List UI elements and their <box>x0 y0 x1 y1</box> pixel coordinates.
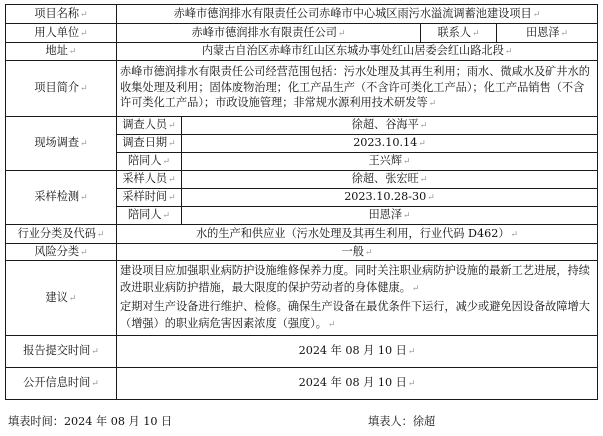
paragraph-mark-icon: ↵ <box>532 9 541 20</box>
survey-item-label-cell <box>117 153 182 171</box>
survey-item-value-cell <box>182 117 598 135</box>
intro-value-cell <box>117 61 598 117</box>
paragraph-mark-icon: ↵ <box>327 320 336 330</box>
contact-value: 田恩泽 <box>525 25 560 39</box>
row-risk <box>6 244 598 261</box>
paragraph-mark-icon: ↵ <box>403 157 411 167</box>
publish-time-label: 公开信息时间 <box>23 376 91 389</box>
sampling-item-value-cell <box>182 189 598 207</box>
contact-value-cell <box>497 24 598 43</box>
row-project-name <box>6 5 598 24</box>
survey-escort-value: 王兴辉 <box>368 154 403 167</box>
paragraph-mark-icon: ↵ <box>168 193 176 203</box>
industry-value: 水的生产和供应业（污水处理及其再生利用，行业代码 D462） <box>195 226 510 240</box>
survey-date-value: 2023.10.14 <box>353 136 418 149</box>
sampling-item-value-cell <box>182 171 598 189</box>
address-value: 内蒙古自治区赤峰市红山区东城办事处红山居委会红山路北段 <box>201 44 504 57</box>
employer-label: 用人单位 <box>34 25 80 39</box>
intro-label: 项目简介 <box>34 81 80 94</box>
row-survey-1 <box>6 117 598 135</box>
advice-text-2: 定期对生产设备进行维护、检修。确保生产设备在最优条件下运行，减少或避免因设备故障增大（增强）的职业病危害因素浓度（强度）。 <box>120 300 590 330</box>
sampling-escort-value: 田恩泽 <box>368 208 403 221</box>
survey-investigators-value: 徐超、谷海平 <box>351 118 419 131</box>
advice-paragraph-2 <box>120 298 594 334</box>
survey-date-label: 调查日期 <box>122 136 168 149</box>
industry-value-cell <box>117 225 598 244</box>
paragraph-mark-icon: ↵ <box>419 121 428 131</box>
sampling-label-cell <box>6 171 117 225</box>
paragraph-mark-icon: ↵ <box>407 379 416 389</box>
sampling-personnel-label: 采样人员 <box>122 172 168 185</box>
paragraph-mark-icon: ↵ <box>91 379 99 389</box>
report-time-value-cell <box>117 336 598 368</box>
row-industry <box>6 225 598 244</box>
paragraph-mark-icon: ↵ <box>418 139 426 149</box>
paragraph-mark-icon: ↵ <box>68 293 77 304</box>
paragraph-mark-icon: ↵ <box>80 247 88 258</box>
sampling-item-value-cell <box>182 207 598 225</box>
sampling-item-label-cell <box>117 189 182 207</box>
project-name-label-cell <box>6 5 117 24</box>
project-name-value-cell <box>117 5 598 24</box>
sampling-label: 采样检测 <box>34 190 80 203</box>
project-name-value: 赤峰市德润排水有限责任公司赤峰市中心城区雨污水溢流调蓄池建设项目 <box>173 6 532 20</box>
paragraph-mark-icon: ↵ <box>80 9 88 20</box>
publish-time-value-cell <box>117 368 598 400</box>
survey-item-label-cell <box>117 135 182 153</box>
advice-text-1: 建设项目应加强职业病防护设施维修保养力度。同时关注职业病防护设施的最新工艺进展，持续改进职业病防护措施，最大限度的保护劳动者的身体健康。 <box>120 264 590 294</box>
paragraph-mark-icon: ↵ <box>428 99 437 110</box>
report-time-value: 2024 年 08 月 10 日 <box>298 344 407 357</box>
survey-label-cell <box>6 117 117 171</box>
paragraph-mark-icon: ↵ <box>168 139 176 149</box>
paragraph-mark-icon: ↵ <box>510 229 519 240</box>
survey-item-value-cell <box>182 135 598 153</box>
paragraph-mark-icon: ↵ <box>419 175 428 185</box>
report-time-label-cell <box>6 336 117 368</box>
address-value-cell <box>117 43 598 61</box>
sampling-item-label-cell <box>117 207 182 225</box>
paragraph-mark-icon: ↵ <box>80 84 88 94</box>
address-label: 地址 <box>45 44 68 57</box>
survey-item-label-cell <box>117 117 182 135</box>
row-publish-time <box>6 368 598 400</box>
row-intro <box>6 61 598 117</box>
fill-time: 填表时间：2024 年 08 月 10 日 <box>8 415 173 428</box>
row-advice <box>6 261 598 336</box>
paragraph-mark-icon: ↵ <box>407 347 416 357</box>
paragraph-mark-icon: ↵ <box>560 28 569 39</box>
project-name-label: 项目名称 <box>34 6 80 20</box>
contact-label-cell <box>421 24 497 43</box>
form-table <box>5 4 598 400</box>
risk-label: 风险分类 <box>34 244 80 258</box>
publish-time-value: 2024 年 08 月 10 日 <box>298 376 407 389</box>
row-report-time <box>6 336 598 368</box>
employer-value-cell <box>117 24 421 43</box>
paragraph-mark-icon: ↵ <box>168 175 176 185</box>
industry-label-cell <box>6 225 117 244</box>
paragraph-mark-icon: ↵ <box>80 28 88 39</box>
advice-label-cell <box>6 261 117 336</box>
intro-value: 赤峰市德润排水有限责任公司经营范围包括：污水处理及其再生利用；雨水、微咸水及矿井水的收集处理及利用；固体废物治理；化工产品生产（不含许可类化工产品）；化工产品销售（不含许可类化工产品）；市政设施管理；非常规水源利用技术研发等 <box>120 65 590 110</box>
publish-time-label-cell <box>6 368 117 400</box>
form-footer <box>8 413 600 431</box>
paragraph-mark-icon: ↵ <box>96 229 105 240</box>
paragraph-mark-icon: ↵ <box>162 157 171 167</box>
employer-value: 赤峰市德润排水有限责任公司 <box>191 25 337 39</box>
contact-label: 联系人 <box>437 25 472 39</box>
paragraph-mark-icon: ↵ <box>91 347 99 357</box>
sampling-time-label: 采样时间 <box>122 190 168 203</box>
survey-label: 现场调查 <box>34 136 80 149</box>
intro-label-cell <box>6 61 117 117</box>
paragraph-mark-icon: ↵ <box>364 247 373 258</box>
industry-label: 行业分类及代码 <box>17 226 96 240</box>
advice-paragraph-1 <box>120 262 594 298</box>
paragraph-mark-icon: ↵ <box>411 284 420 294</box>
paragraph-mark-icon: ↵ <box>162 211 171 221</box>
filler: 填表人：徐超 <box>368 415 436 428</box>
sampling-escort-label: 陪同人 <box>127 208 162 221</box>
risk-value-cell <box>117 244 598 261</box>
paragraph-mark-icon: ↵ <box>80 139 88 149</box>
report-time-label: 报告提交时间 <box>23 344 91 357</box>
paragraph-mark-icon: ↵ <box>403 211 411 221</box>
row-sampling-1 <box>6 171 598 189</box>
paragraph-mark-icon: ↵ <box>68 47 77 57</box>
paragraph-mark-icon: ↵ <box>472 28 480 39</box>
advice-label: 建议 <box>45 290 68 304</box>
row-employer <box>6 24 598 43</box>
sampling-personnel-value: 徐超、张宏旺 <box>351 172 419 185</box>
paragraph-mark-icon: ↵ <box>427 193 435 203</box>
paragraph-mark-icon: ↵ <box>168 121 176 131</box>
paragraph-mark-icon: ↵ <box>337 28 346 39</box>
row-address <box>6 43 598 61</box>
disclosure-form <box>5 4 597 400</box>
address-label-cell <box>6 43 117 61</box>
sampling-time-value: 2023.10.28-30 <box>344 190 427 203</box>
paragraph-mark-icon: ↵ <box>504 47 513 57</box>
survey-investigators-label: 调查人员 <box>122 118 168 131</box>
advice-value-cell <box>117 261 598 336</box>
risk-value: 一般 <box>341 244 364 258</box>
survey-item-value-cell <box>182 153 598 171</box>
risk-label-cell <box>6 244 117 261</box>
survey-escort-label: 陪同人 <box>127 154 162 167</box>
employer-label-cell <box>6 24 117 43</box>
sampling-item-label-cell <box>117 171 182 189</box>
paragraph-mark-icon: ↵ <box>80 193 88 203</box>
